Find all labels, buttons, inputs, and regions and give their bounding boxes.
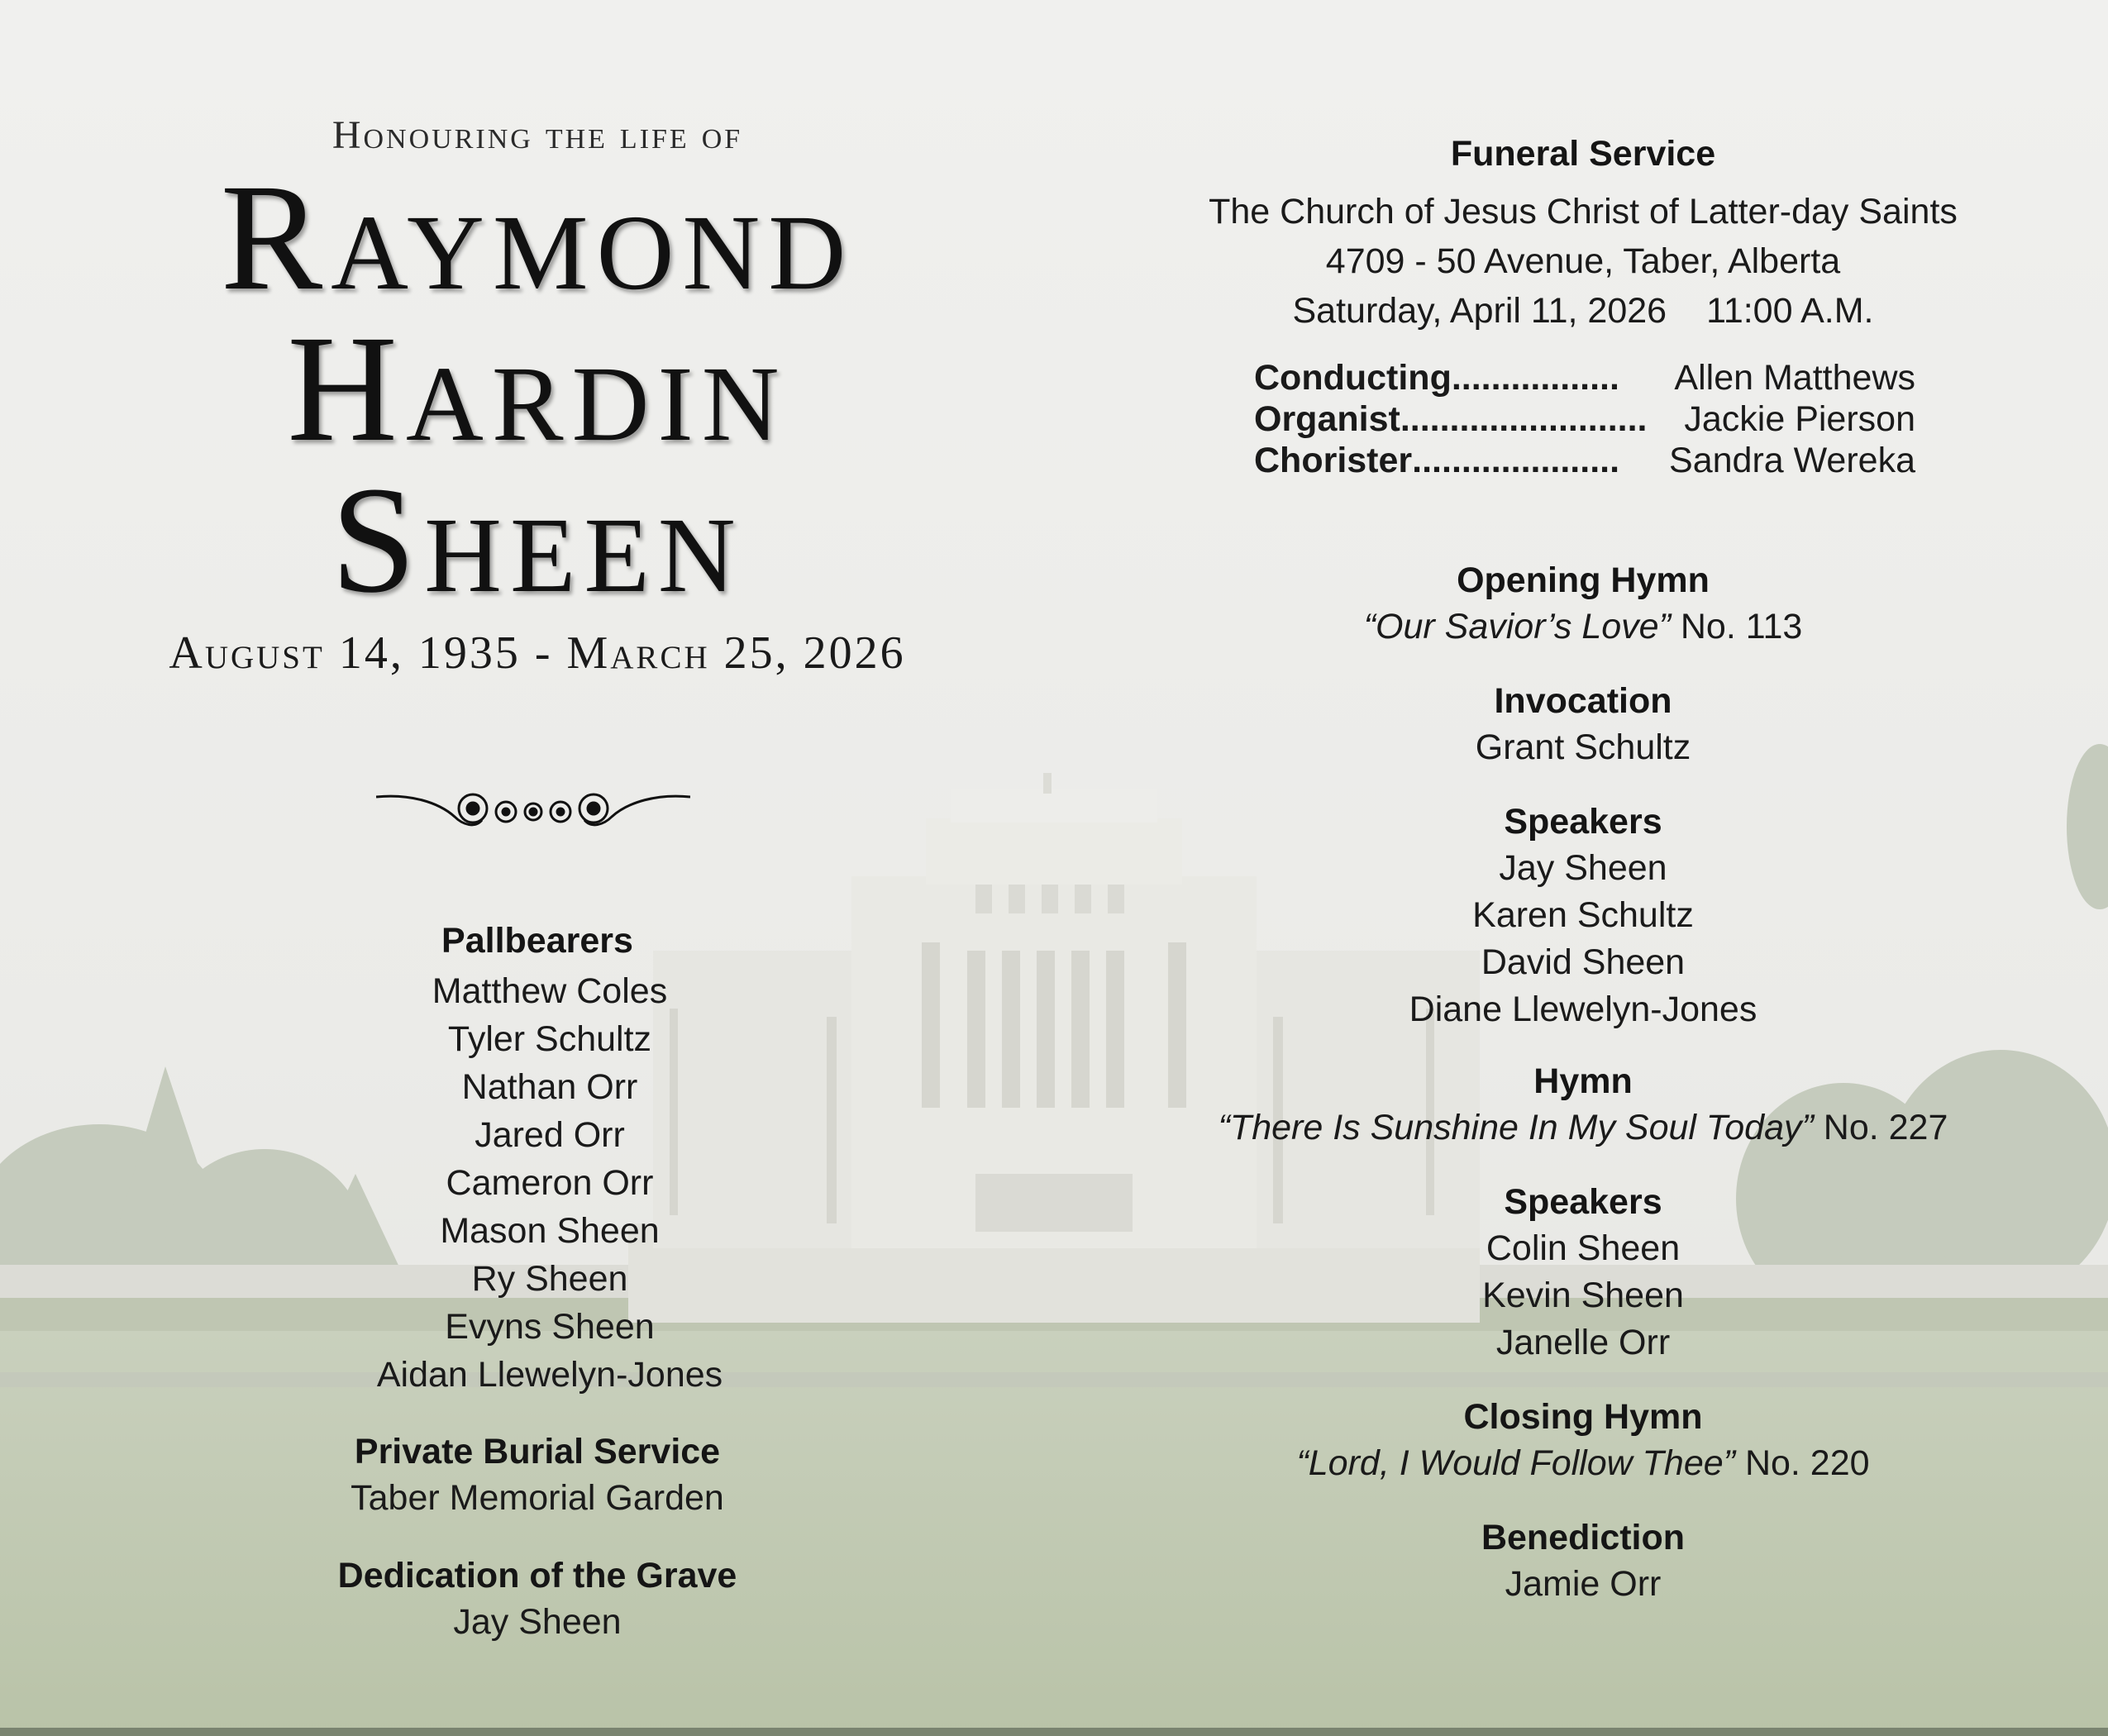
hymn-number: No. 220 bbox=[1744, 1443, 1870, 1483]
dedication-name: Jay Sheen bbox=[453, 1602, 622, 1642]
speaker-name: Colin Sheen bbox=[1486, 1228, 1681, 1268]
speaker-name: Jay Sheen bbox=[1499, 848, 1667, 888]
opening-hymn-section bbox=[1166, 557, 2001, 651]
speakers-section-2 bbox=[1166, 1179, 2001, 1366]
dedication-section bbox=[0, 1552, 1075, 1646]
hymn-line bbox=[1149, 1104, 2017, 1152]
church-address: 4709 - 50 Avenue, Taber, Alberta bbox=[1325, 241, 1841, 281]
closing-hymn-heading: Closing Hymn bbox=[1463, 1397, 1703, 1437]
pallbearer-name: Evyns Sheen bbox=[445, 1307, 655, 1347]
deceased-first-name: Raymond bbox=[220, 153, 855, 322]
role-name: Jackie Pierson bbox=[1684, 399, 1915, 439]
benediction-section bbox=[1166, 1514, 2001, 1608]
role-row-chorister bbox=[1254, 440, 1915, 481]
role-dots: ................. bbox=[1451, 358, 1619, 398]
pallbearer-name: Nathan Orr bbox=[461, 1067, 638, 1107]
burial-heading: Private Burial Service bbox=[354, 1432, 721, 1471]
opening-hymn-heading: Opening Hymn bbox=[1457, 560, 1710, 600]
pallbearers-heading: Pallbearers bbox=[441, 921, 633, 961]
role-row-organist bbox=[1254, 398, 1915, 440]
speakers-heading: Speakers bbox=[1504, 802, 1662, 842]
life-dates: August 14, 1935 - March 25, 2026 bbox=[169, 627, 906, 679]
pallbearer-name: Jared Orr bbox=[475, 1115, 625, 1155]
speaker-name: Janelle Orr bbox=[1495, 1323, 1671, 1362]
hymn-section bbox=[1149, 1058, 2017, 1152]
burial-section bbox=[0, 1428, 1075, 1522]
hymn-title: “Our Savior’s Love” bbox=[1363, 607, 1671, 646]
role-dots: ..................... bbox=[1412, 441, 1620, 480]
church-name: The Church of Jesus Christ of Latter-day Saints bbox=[1209, 192, 1958, 231]
role-name: Sandra Wereka bbox=[1669, 441, 1915, 480]
scroll-flourish-ornament bbox=[376, 777, 690, 843]
hymn-heading: Hymn bbox=[1533, 1061, 1633, 1101]
pallbearer-name: Aidan Llewelyn-Jones bbox=[376, 1355, 723, 1395]
role-label: Chorister bbox=[1254, 441, 1413, 480]
role-name: Allen Matthews bbox=[1674, 358, 1915, 398]
funeral-service-heading: Funeral Service bbox=[1450, 134, 1716, 174]
speakers-heading: Speakers bbox=[1504, 1182, 1662, 1222]
closing-hymn-line bbox=[1166, 1440, 2001, 1487]
service-date: Saturday, April 11, 2026 bbox=[1292, 291, 1667, 331]
pallbearer-name: Mason Sheen bbox=[440, 1211, 660, 1251]
role-label: Organist bbox=[1254, 399, 1400, 439]
role-dots: ......................... bbox=[1400, 399, 1648, 439]
hymn-title: “Lord, I Would Follow Thee” bbox=[1296, 1443, 1735, 1483]
invocation-name: Grant Schultz bbox=[1475, 727, 1691, 767]
opening-hymn-line bbox=[1166, 603, 2001, 651]
funeral-service-section bbox=[1166, 131, 2001, 336]
hymn-number: No. 227 bbox=[1823, 1108, 1948, 1147]
benediction-name: Jamie Orr bbox=[1505, 1564, 1662, 1604]
role-label: Conducting bbox=[1254, 358, 1452, 398]
closing-hymn-section bbox=[1166, 1394, 2001, 1487]
deceased-last-name: Sheen bbox=[331, 455, 744, 625]
invocation-section bbox=[1166, 678, 2001, 771]
honouring-caption: Honouring the life of bbox=[331, 113, 743, 157]
invocation-heading: Invocation bbox=[1494, 681, 1672, 721]
burial-place: Taber Memorial Garden bbox=[351, 1478, 724, 1518]
role-row-conducting bbox=[1254, 357, 1915, 398]
speaker-name: Diane Llewelyn-Jones bbox=[1409, 990, 1757, 1029]
service-time: 11:00 A.M. bbox=[1706, 291, 1874, 331]
pallbearer-name: Cameron Orr bbox=[446, 1163, 654, 1203]
pallbearer-name: Matthew Coles bbox=[432, 971, 668, 1011]
service-datetime bbox=[1166, 286, 2001, 336]
hymn-title: “There Is Sunshine In My Soul Today” bbox=[1218, 1108, 1814, 1147]
deceased-middle-name: Hardin bbox=[287, 304, 788, 474]
pallbearers-list bbox=[0, 967, 1099, 1399]
speaker-name: Karen Schultz bbox=[1472, 895, 1694, 935]
hymn-number: No. 113 bbox=[1680, 607, 1803, 646]
benediction-heading: Benediction bbox=[1481, 1518, 1686, 1557]
speaker-name: David Sheen bbox=[1481, 942, 1686, 982]
pallbearer-name: Ry Sheen bbox=[471, 1259, 628, 1299]
pallbearer-name: Tyler Schultz bbox=[447, 1019, 652, 1059]
speakers-section-1 bbox=[1166, 799, 2001, 1033]
dedication-heading: Dedication of the Grave bbox=[337, 1556, 737, 1595]
service-roles bbox=[1254, 357, 1915, 481]
speaker-name: Kevin Sheen bbox=[1482, 1276, 1684, 1315]
